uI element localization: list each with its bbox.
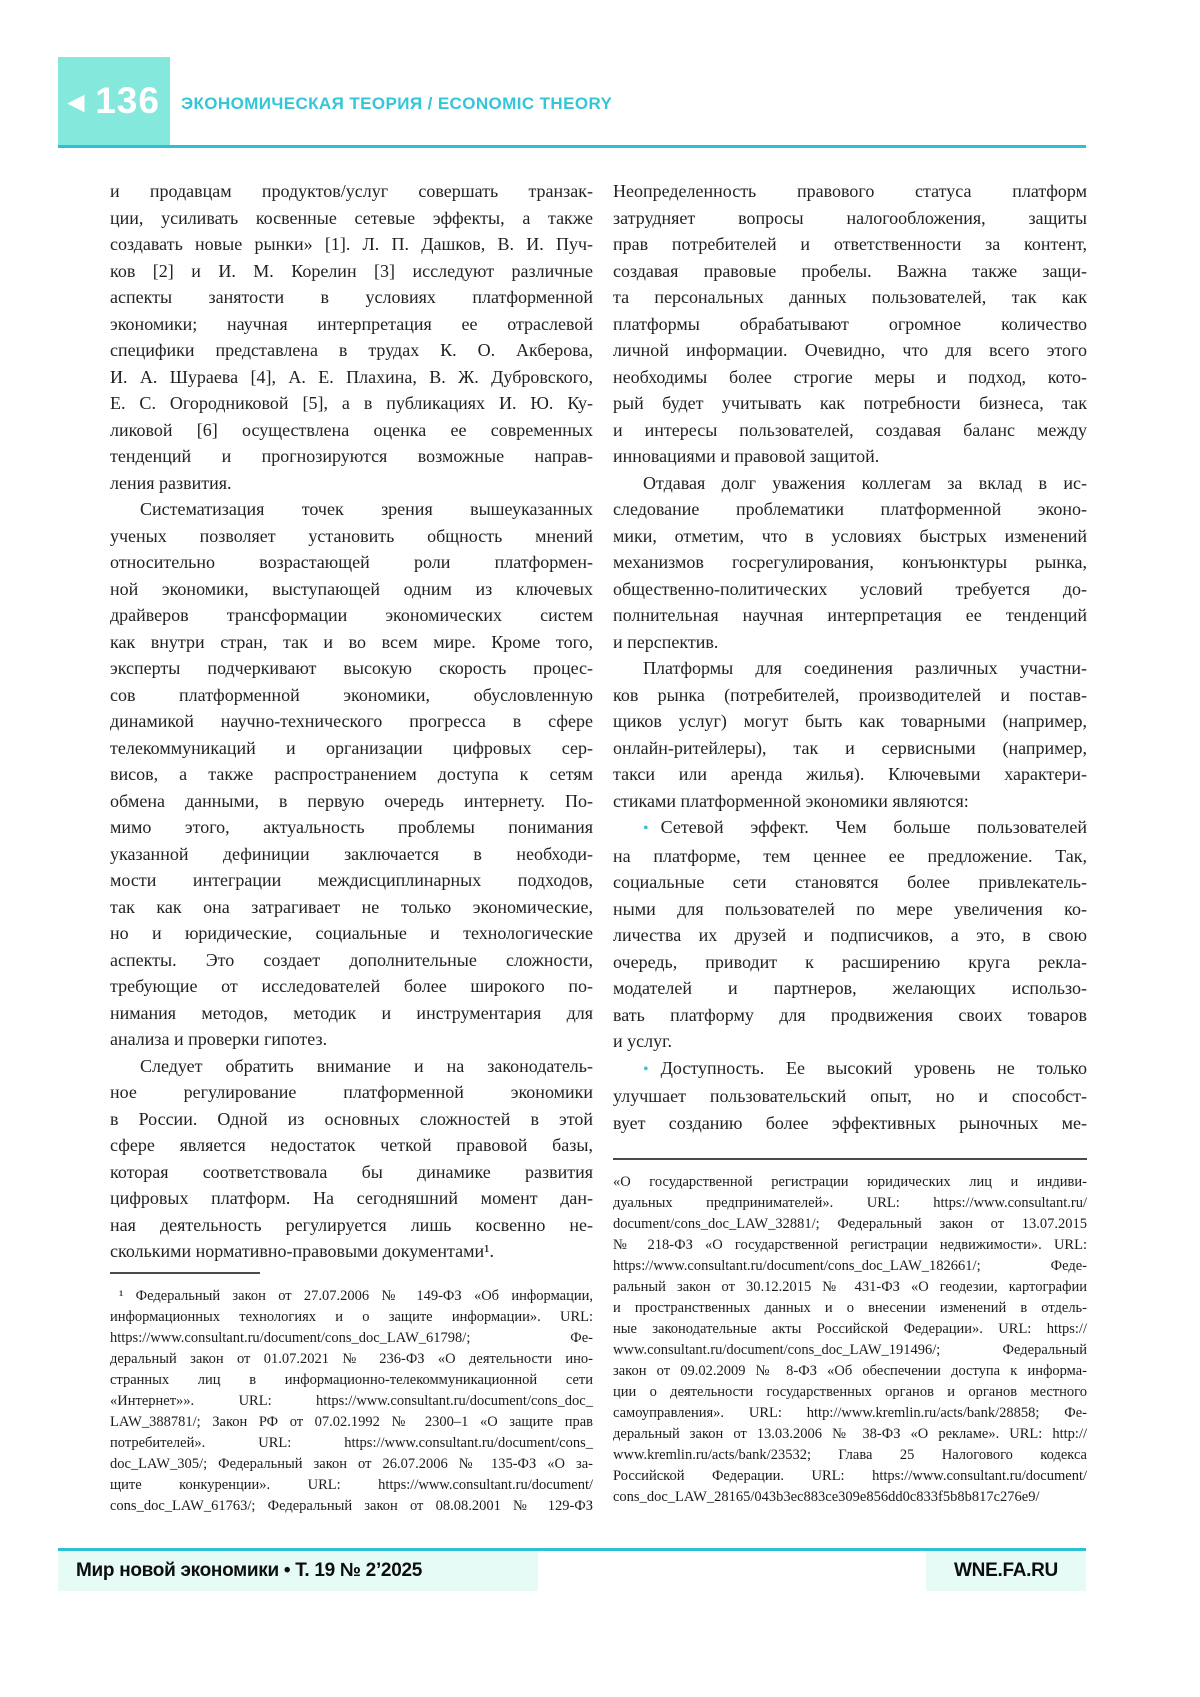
page-number: 136 <box>95 80 160 121</box>
footnote-line: № 218-ФЗ «О государственной регистрации недвижимости». URL: <box>613 1237 1087 1253</box>
footnote-line: «Интернет»». URL: https://www.consultant.ru/document/cons_doc_ <box>110 1393 593 1409</box>
body-line: но и юридические, социальные и технологические <box>110 923 593 943</box>
footnote-line: щите конкуренции». URL: https://www.consultant.ru/document/ <box>110 1477 593 1493</box>
footnote-line: LAW_388781/; Закон РФ от 07.02.1992 № 2300–1 «О защите прав <box>110 1414 593 1430</box>
body-line: мости интеграции междисциплинарных подходов, <box>110 870 593 890</box>
footnote-line: потребителей». URL: https://www.consultant.ru/document/cons_ <box>110 1435 593 1451</box>
footnote-line: «О государственной регистрации юридических лиц и индиви- <box>613 1174 1087 1190</box>
body-line: ков [2] и И. М. Корелин [3] исследуют различные <box>110 260 593 281</box>
body-line: затрудняет вопросы налогообложения, защиты <box>613 207 1087 228</box>
body-line: на платформе, тем ценнее ее предложение. Так, <box>613 845 1087 866</box>
body-line: так как она затрагивает не только экономические, <box>110 896 593 917</box>
footnote-line: и пространственных данных и о внесении изменений в отдель- <box>613 1300 1087 1316</box>
body-line: вует созданию более эффективных рыночных ме- <box>613 1112 1087 1133</box>
body-line: ными для пользователей по мере увеличения ко- <box>613 898 1087 919</box>
footnote-line: cons_doc_LAW_28165/043b3ec883ce309e856dd0c833f5b8b817c276e9/ <box>613 1489 1040 1505</box>
body-line: ной экономики, выступающей одним из ключевых <box>110 578 593 599</box>
footnote-line: https://www.consultant.ru/document/cons_doc_LAW_61798/; Фе- <box>110 1330 593 1346</box>
footnote-line: ные законодательные акты Российской Федерации». URL: https:// <box>613 1321 1087 1337</box>
journal-info-box <box>58 1551 538 1591</box>
footnote-line: дуальных предпринимателей». URL: https://www.consultant.ru/ <box>613 1195 1087 1211</box>
body-line: требующие от исследователей более широкого по- <box>110 976 593 996</box>
body-line: ликовой [6] осуществлена оценка ее современных <box>110 419 593 440</box>
body-line: следование проблематики платформенной эконо- <box>613 499 1087 519</box>
body-line: личной информации. Очевидно, что для всего этого <box>613 340 1087 360</box>
footnote-line: cons_doc_LAW_61763/; Федеральный закон от 08.08.2001 № 129-ФЗ <box>110 1498 593 1514</box>
body-line: которая соответствовала бы динамике развития <box>110 1161 593 1182</box>
body-line: щиков услуг) могут быть как товарными (например, <box>613 711 1087 731</box>
footnote-line: www.consultant.ru/document/cons_doc_LAW_191496/; Федеральный <box>613 1342 1087 1358</box>
column-right <box>613 178 1087 1136</box>
body-line: Систематизация точек зрения вышеуказанных <box>140 499 593 519</box>
body-line: телекоммуникаций и организации цифровых сер- <box>110 737 593 758</box>
body-line: и продавцам продуктов/услуг совершать транзак- <box>110 181 593 201</box>
footnote-line: ¹ Федеральный закон от 27.07.2006 № 149-ФЗ «Об информации, <box>119 1288 593 1304</box>
body-line: И. А. Шураева [4], А. Е. Плахина, В. Ж. Дубровского, <box>110 366 593 387</box>
body-line: сов платформенной экономики, обусловленную <box>110 684 593 705</box>
footnote-line: самоуправления». URL: http://www.kremlin.ru/acts/bank/28858; Фе- <box>613 1405 1087 1421</box>
footnote-right <box>613 1172 1087 1508</box>
body-line: • Сетевой эффект. Чем больше пользователей <box>643 817 1087 837</box>
body-line: онлайн-ритейлеры), так и сервисными (например, <box>613 737 1087 758</box>
body-line: тенденций и прогнозируются возможные направ- <box>110 446 593 466</box>
footnote-line: document/cons_doc_LAW_32881/; Федеральный закон от 13.07.2015 <box>613 1216 1087 1232</box>
body-line: цифровых платформ. На сегодняшний момент дан- <box>110 1188 593 1208</box>
body-line: аспекты занятости в условиях платформенной <box>110 287 593 307</box>
footnote-line: www.kremlin.ru/acts/bank/23532; Глава 25 Налогового кодекса <box>613 1447 1087 1463</box>
footnote-line: ральный закон от 30.12.2015 № 431-ФЗ «О геодезии, картографии <box>613 1279 1087 1295</box>
body-line: обмена данными, в первую очередь интернету. По- <box>110 790 593 811</box>
body-line: ции, усиливать косвенные сетевые эффекты, а также <box>110 207 593 228</box>
body-line: висов, а также распространением доступа к сетям <box>110 764 593 784</box>
body-line: динамикой научно-технического прогресса в сфере <box>110 711 593 731</box>
back-arrow-icon: ◀ <box>68 90 85 114</box>
footnote-left <box>110 1286 593 1517</box>
footnote-line: https://www.consultant.ru/document/cons_doc_LAW_182661/; Феде- <box>613 1258 1087 1274</box>
body-line: создавая правовые пробелы. Важна также защи- <box>613 260 1087 281</box>
website-url: WNE.FA.RU <box>954 1560 1058 1581</box>
body-line: необходимы более строгие меры и подход, кото- <box>613 366 1087 387</box>
body-line: в России. Одной из основных сложностей в этой <box>110 1108 593 1129</box>
body-line: стиками платформенной экономики являются: <box>613 790 969 811</box>
body-line: Неопределенность правового статуса платформ <box>613 181 1087 201</box>
body-line: Следует обратить внимание и на законодатель- <box>140 1055 593 1076</box>
body-line: ления развития. <box>110 472 232 493</box>
body-line: улучшает пользовательский опыт, но и способст- <box>613 1086 1087 1106</box>
page-number-box <box>58 57 170 145</box>
body-line: сколькими нормативно-правовыми документами¹. <box>110 1241 494 1261</box>
body-line: Е. С. Огородниковой [5], а в публикациях И. Ю. Ку- <box>110 393 593 413</box>
body-line: нимания методов, методик и инструментария для <box>110 1002 593 1023</box>
body-line: и перспектив. <box>613 631 719 652</box>
body-line: модателей и партнеров, желающих использо- <box>613 978 1087 998</box>
body-line: Отдавая долг уважения коллегам за вклад в ис- <box>643 472 1087 493</box>
bullet-icon: • <box>643 1060 649 1078</box>
footnote-line: doc_LAW_305/; Федеральный закон от 26.07.2006 № 135-ФЗ «О за- <box>110 1456 593 1472</box>
body-line: очередь, приводит к расширению круга рекла- <box>613 951 1087 972</box>
body-line: указанной дефиниции заключается в необходи- <box>110 843 593 864</box>
footnote-line: информационных технологиях и о защите информации». URL: <box>110 1309 593 1325</box>
body-line: создавать новые рынки» [1]. Л. П. Дашков, В. И. Пуч- <box>110 234 593 254</box>
bullet-icon: • <box>643 820 649 837</box>
body-line: та персональных данных пользователей, так как <box>613 287 1087 307</box>
body-line: и услуг. <box>613 1031 672 1051</box>
body-line: платформы обрабатывают огромное количество <box>613 313 1087 334</box>
body-line: такси или аренда жилья). Ключевыми характери- <box>613 764 1087 784</box>
body-line: Платформы для соединения различных участни- <box>643 658 1087 678</box>
header-rule <box>58 145 1086 148</box>
body-line: мимо этого, актуальность проблемы понимания <box>110 817 593 837</box>
body-line: личества их друзей и подписчиков, а это, в свою <box>613 925 1087 945</box>
body-line: сфере является недостаток четкой правовой базы, <box>110 1135 593 1155</box>
body-line: ное регулирование платформенной экономики <box>110 1082 593 1102</box>
footnote-separator-right <box>613 1158 1087 1160</box>
body-line: аспекты. Это создает дополнительные сложности, <box>110 949 593 970</box>
journal-info: Мир новой экономики • Т. 19 № 2’2025 <box>76 1560 422 1581</box>
body-line: общественно-политических условий требуется до- <box>613 578 1087 599</box>
body-line: относительно возрастающей роли платформен- <box>110 552 593 572</box>
body-line: прав потребителей и ответственности за контент, <box>613 234 1087 254</box>
body-line: полнительная научная интерпретация ее тенденций <box>613 605 1087 625</box>
footnote-line: деральный закон от 01.07.2021 № 236-ФЗ «О деятельности ино- <box>110 1351 593 1367</box>
body-line: эксперты подчеркивают высокую скорость процес- <box>110 658 593 678</box>
body-line: специфики представлена в трудах К. О. Акберова, <box>110 340 593 360</box>
body-line: • Доступность. Ее высокий уровень не только <box>643 1057 1087 1078</box>
body-line: инновациями и правовой защитой. <box>613 446 880 466</box>
body-line: социальные сети становятся более привлекатель- <box>613 872 1087 892</box>
column-left <box>110 178 593 1265</box>
body-line: ков рынка (потребителей, производителей и постав- <box>613 684 1087 705</box>
footnote-line: странных лиц в информационно-телекоммуникационной сети <box>110 1372 593 1388</box>
body-line: и интересы пользователей, создавая баланс между <box>613 419 1087 440</box>
website-box <box>926 1551 1086 1591</box>
body-line: мики, отметим, что в условиях быстрых изменений <box>613 525 1087 546</box>
body-line: рый будет учитывать как потребности бизнеса, так <box>613 393 1087 413</box>
footnote-separator-left <box>110 1272 260 1274</box>
footnote-line: ции о деятельности государственных органов и органов местного <box>613 1384 1087 1400</box>
body-line: анализа и проверки гипотез. <box>110 1029 328 1049</box>
footnote-line: деральный закон от 13.03.2006 № 38-ФЗ «О рекламе». URL: http:// <box>613 1426 1087 1442</box>
body-line: ная деятельность регулируется лишь косвенно не- <box>110 1214 593 1235</box>
body-line: драйверов трансформации экономических систем <box>110 605 593 625</box>
section-title: ЭКОНОМИЧЕСКАЯ ТЕОРИЯ / ECONOMIC THEORY <box>181 94 613 113</box>
body-line: ученых позволяет установить общность мнений <box>110 525 593 546</box>
footnote-line: закон от 09.02.2009 № 8-ФЗ «Об обеспечении доступа к информа- <box>613 1363 1087 1379</box>
body-line: как внутри стран, так и во всем мире. Кроме того, <box>110 631 593 652</box>
body-line: вать платформу для продвижения своих товаров <box>613 1004 1087 1025</box>
body-line: экономики; научная интерпретация ее отраслевой <box>110 313 593 334</box>
footnote-line: Российской Федерации. URL: https://www.consultant.ru/document/ <box>613 1468 1087 1484</box>
body-line: механизмов госрегулирования, конъюнктуры рынка, <box>613 552 1087 572</box>
